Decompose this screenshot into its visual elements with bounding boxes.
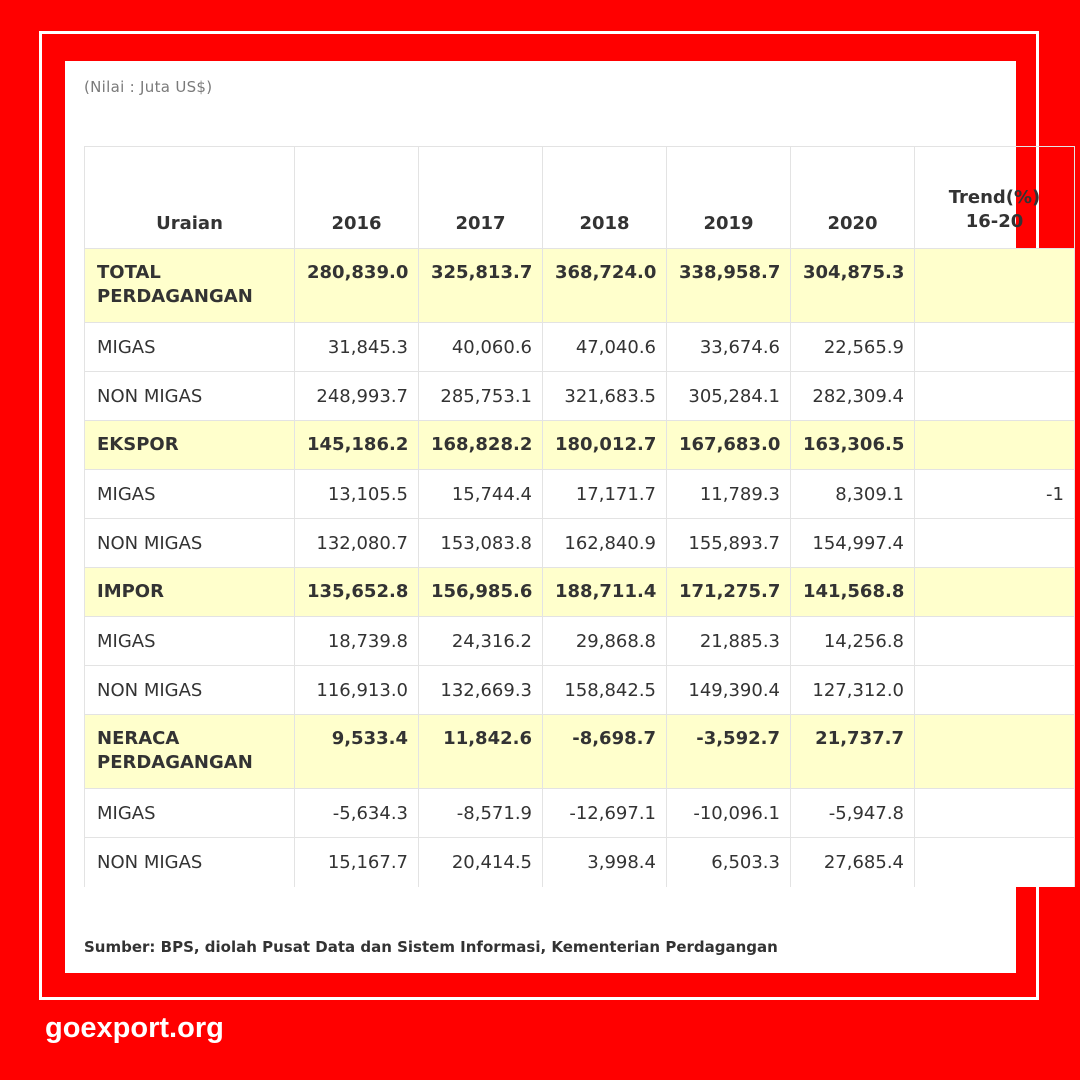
- table-row: [85, 789, 1075, 838]
- header-year-2019: 2019: [667, 147, 791, 249]
- cell-2018: 158,842.5: [543, 666, 667, 715]
- table-group-row: [85, 715, 1075, 789]
- table-row: [85, 838, 1075, 887]
- cell-2020: 304,875.3: [791, 249, 915, 323]
- cell-2017: 168,828.2: [419, 421, 543, 470]
- cell-2016: 18,739.8: [295, 617, 419, 666]
- cell-trend: [915, 666, 1075, 715]
- row-label: NON MIGAS: [85, 519, 295, 568]
- cell-2016: 116,913.0: [295, 666, 419, 715]
- cell-2017: 20,414.5: [419, 838, 543, 887]
- cell-trend: [915, 519, 1075, 568]
- cell-2016: 145,186.2: [295, 421, 419, 470]
- cell-trend: -1: [915, 470, 1075, 519]
- table-group-row: [85, 249, 1075, 323]
- cell-2016: 15,167.7: [295, 838, 419, 887]
- table-body: [85, 249, 1075, 887]
- cell-2016: 280,839.0: [295, 249, 419, 323]
- cell-2020: 22,565.9: [791, 323, 915, 372]
- cell-2019: 21,885.3: [667, 617, 791, 666]
- row-label: TOTAL PERDAGANGAN: [85, 249, 295, 323]
- cell-2016: -5,634.3: [295, 789, 419, 838]
- cell-2020: 282,309.4: [791, 372, 915, 421]
- header-year-2020: 2020: [791, 147, 915, 249]
- cell-2016: 13,105.5: [295, 470, 419, 519]
- cell-2020: 27,685.4: [791, 838, 915, 887]
- table-row: [85, 666, 1075, 715]
- cell-2018: 3,998.4: [543, 838, 667, 887]
- cell-trend: [915, 323, 1075, 372]
- cell-trend: [915, 421, 1075, 470]
- cell-2018: 29,868.8: [543, 617, 667, 666]
- cell-2017: 285,753.1: [419, 372, 543, 421]
- cell-2018: 47,040.6: [543, 323, 667, 372]
- cell-2017: 325,813.7: [419, 249, 543, 323]
- cell-2019: 171,275.7: [667, 568, 791, 617]
- cell-2018: -12,697.1: [543, 789, 667, 838]
- cell-2017: 11,842.6: [419, 715, 543, 789]
- row-label: MIGAS: [85, 617, 295, 666]
- cell-2020: 154,997.4: [791, 519, 915, 568]
- cell-2018: 180,012.7: [543, 421, 667, 470]
- cell-trend: [915, 838, 1075, 887]
- cell-2019: 6,503.3: [667, 838, 791, 887]
- table-header-row: [85, 147, 1075, 249]
- table-row: [85, 323, 1075, 372]
- header-trend-line2: 16-20: [965, 211, 1024, 232]
- cell-2019: 305,284.1: [667, 372, 791, 421]
- row-label: NON MIGAS: [85, 838, 295, 887]
- row-label: NON MIGAS: [85, 372, 295, 421]
- header-trend: [915, 147, 1075, 249]
- header-uraian: Uraian: [85, 147, 295, 249]
- cell-2020: 141,568.8: [791, 568, 915, 617]
- cell-trend: [915, 617, 1075, 666]
- row-label: EKSPOR: [85, 421, 295, 470]
- cell-2016: 132,080.7: [295, 519, 419, 568]
- row-label: MIGAS: [85, 323, 295, 372]
- cell-2019: 33,674.6: [667, 323, 791, 372]
- cell-2020: 163,306.5: [791, 421, 915, 470]
- row-label: NON MIGAS: [85, 666, 295, 715]
- cell-trend: [915, 715, 1075, 789]
- cell-2017: 40,060.6: [419, 323, 543, 372]
- cell-2020: 8,309.1: [791, 470, 915, 519]
- header-trend-line1: Trend(%): [948, 187, 1041, 208]
- cell-2016: 31,845.3: [295, 323, 419, 372]
- cell-2016: 135,652.8: [295, 568, 419, 617]
- header-year-2018: 2018: [543, 147, 667, 249]
- cell-2019: 155,893.7: [667, 519, 791, 568]
- cell-trend: [915, 789, 1075, 838]
- source-note: Sumber: BPS, diolah Pusat Data dan Sistem Informasi, Kementerian Perdagangan: [84, 938, 778, 956]
- cell-2020: 14,256.8: [791, 617, 915, 666]
- cell-2018: 321,683.5: [543, 372, 667, 421]
- cell-2019: 167,683.0: [667, 421, 791, 470]
- table-row: [85, 519, 1075, 568]
- row-label: MIGAS: [85, 470, 295, 519]
- cell-2020: 21,737.7: [791, 715, 915, 789]
- cell-2018: 162,840.9: [543, 519, 667, 568]
- cell-2018: 188,711.4: [543, 568, 667, 617]
- header-year-2017: 2017: [419, 147, 543, 249]
- cell-2017: -8,571.9: [419, 789, 543, 838]
- unit-note: (Nilai : Juta US$): [84, 78, 213, 96]
- cell-2018: 17,171.7: [543, 470, 667, 519]
- row-label: IMPOR: [85, 568, 295, 617]
- cell-2019: -3,592.7: [667, 715, 791, 789]
- cell-2017: 153,083.8: [419, 519, 543, 568]
- table-group-row: [85, 568, 1075, 617]
- cell-2020: 127,312.0: [791, 666, 915, 715]
- table-row: [85, 372, 1075, 421]
- cell-2016: 9,533.4: [295, 715, 419, 789]
- cell-2019: -10,096.1: [667, 789, 791, 838]
- cell-2018: 368,724.0: [543, 249, 667, 323]
- row-label: MIGAS: [85, 789, 295, 838]
- cell-trend: [915, 568, 1075, 617]
- cell-2019: 11,789.3: [667, 470, 791, 519]
- cell-2019: 149,390.4: [667, 666, 791, 715]
- trade-table: [84, 146, 1075, 887]
- row-label: NERACA PERDAGANGAN: [85, 715, 295, 789]
- cell-2017: 132,669.3: [419, 666, 543, 715]
- cell-2017: 24,316.2: [419, 617, 543, 666]
- cell-2019: 338,958.7: [667, 249, 791, 323]
- cell-trend: [915, 249, 1075, 323]
- cell-trend: [915, 372, 1075, 421]
- cell-2018: -8,698.7: [543, 715, 667, 789]
- table-panel: [65, 61, 1064, 973]
- cell-2020: -5,947.8: [791, 789, 915, 838]
- cell-2017: 156,985.6: [419, 568, 543, 617]
- header-year-2016: 2016: [295, 147, 419, 249]
- brand-watermark: goexport.org: [45, 1012, 224, 1044]
- cell-2017: 15,744.4: [419, 470, 543, 519]
- table-row: [85, 617, 1075, 666]
- cell-2016: 248,993.7: [295, 372, 419, 421]
- table-group-row: [85, 421, 1075, 470]
- table-row: [85, 470, 1075, 519]
